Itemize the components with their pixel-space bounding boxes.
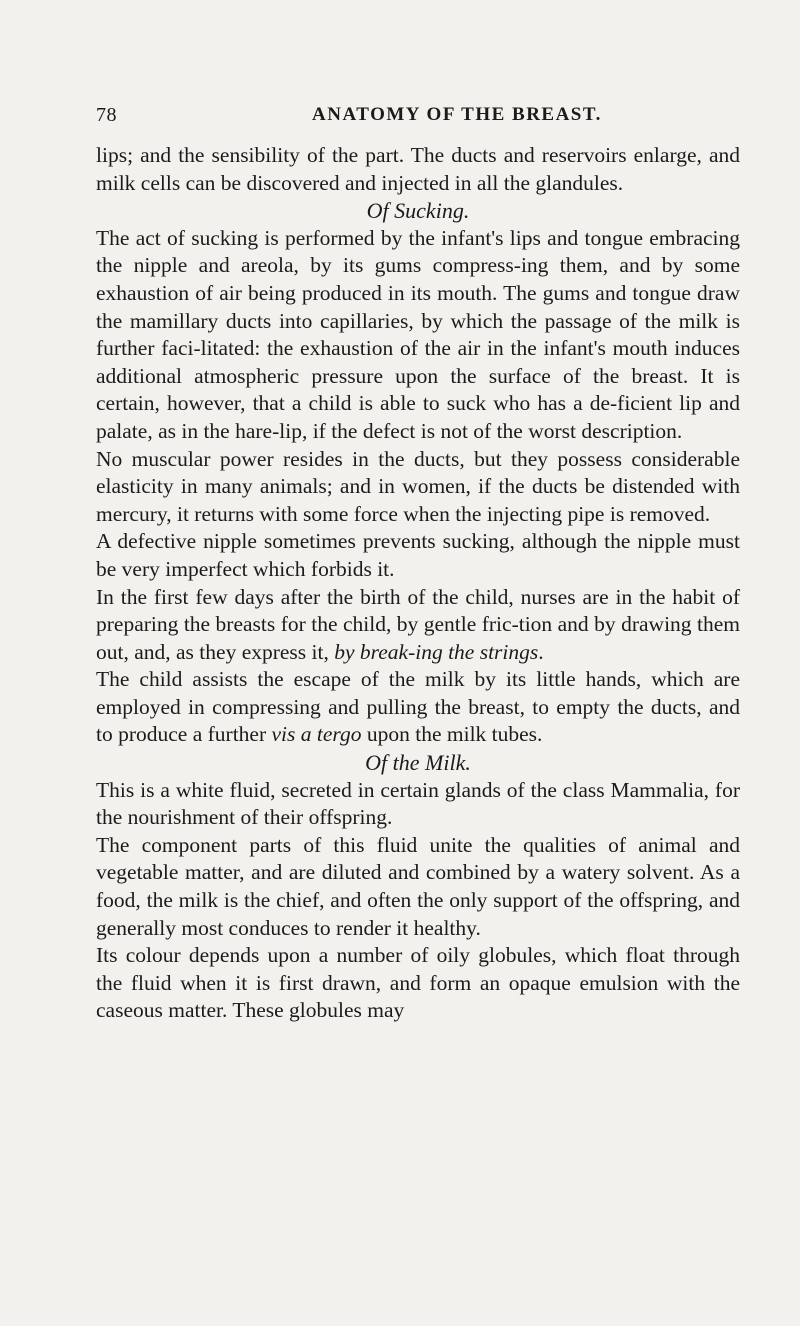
page-body xyxy=(96,142,740,1025)
paragraph-milk-3: Its colour depends upon a number of oily globules, which float through the fluid when it is first drawn, and form an opaque emulsion with the caseous matter. These globules may xyxy=(96,943,740,1023)
italic-phrase: vis a tergo xyxy=(271,722,362,747)
text-run: The child assists the escape of the milk by its little hands, which are employed in compressing and pulling the breast, to empty the ducts, and to produce a further xyxy=(96,667,740,747)
paragraph-sucking-4 xyxy=(96,584,740,667)
paragraph-sucking-3: A defective nipple sometimes prevents sucking, although the nipple must be very imperfect which forbids it. xyxy=(96,529,740,581)
text-run: . xyxy=(538,639,544,664)
paragraph-continued: lips; and the sensibility of the part. The ducts and reservoirs enlarge, and milk cells can be discovered and injected in all the glandules. xyxy=(96,143,740,195)
paragraph-sucking-2: No muscular power resides in the ducts, but they possess considerable elasticity in many animals; and in women, if the ducts be distended with mercury, it returns with some force when the injecting pipe is removed. xyxy=(96,446,740,526)
paragraph-sucking-1: The act of sucking is performed by the infant's lips and tongue embracing the nipple and areola, by its gums compress-ing them, and by some exhaustion of air being produced in its mouth. The gums and tongue draw the mamillary ducts into capillaries, by which the passage of the milk is further faci-litated: the exhaustion of the air in the infant's mouth induces additional atmospheric pressure upon the surface of the breast. It is certain, however, that a child is able to suck who has a de-ficient lip and palate, as in the hare-lip, if the defect is not of the worst description. xyxy=(96,225,740,443)
page-number: 78 xyxy=(96,104,117,126)
section-heading-milk: Of the Milk. xyxy=(365,750,471,776)
section-heading-sucking: Of Sucking. xyxy=(366,198,470,224)
paragraph-milk-1: This is a white fluid, secreted in certain glands of the class Mammalia, for the nourishment of their offspring. xyxy=(96,777,740,830)
text-run: In the first few days after the birth of the child, nurses are in the habit of preparing the breasts for the child, by gentle fric-tion and by drawing them out, and, as they express it, xyxy=(96,584,740,664)
paragraph-milk-2: The component parts of this fluid unite the qualities of animal and vegetable matter, and are diluted and combined by a watery solvent. As a food, the milk is the chief, and often the only support of the offspring, and generally most conduces to render it healthy. xyxy=(96,832,740,940)
paragraph-sucking-5 xyxy=(96,666,740,749)
italic-phrase: by break-ing the strings xyxy=(334,639,539,664)
running-title: ANATOMY OF THE BREAST. xyxy=(312,104,602,125)
text-run: upon the milk tubes. xyxy=(361,722,543,747)
